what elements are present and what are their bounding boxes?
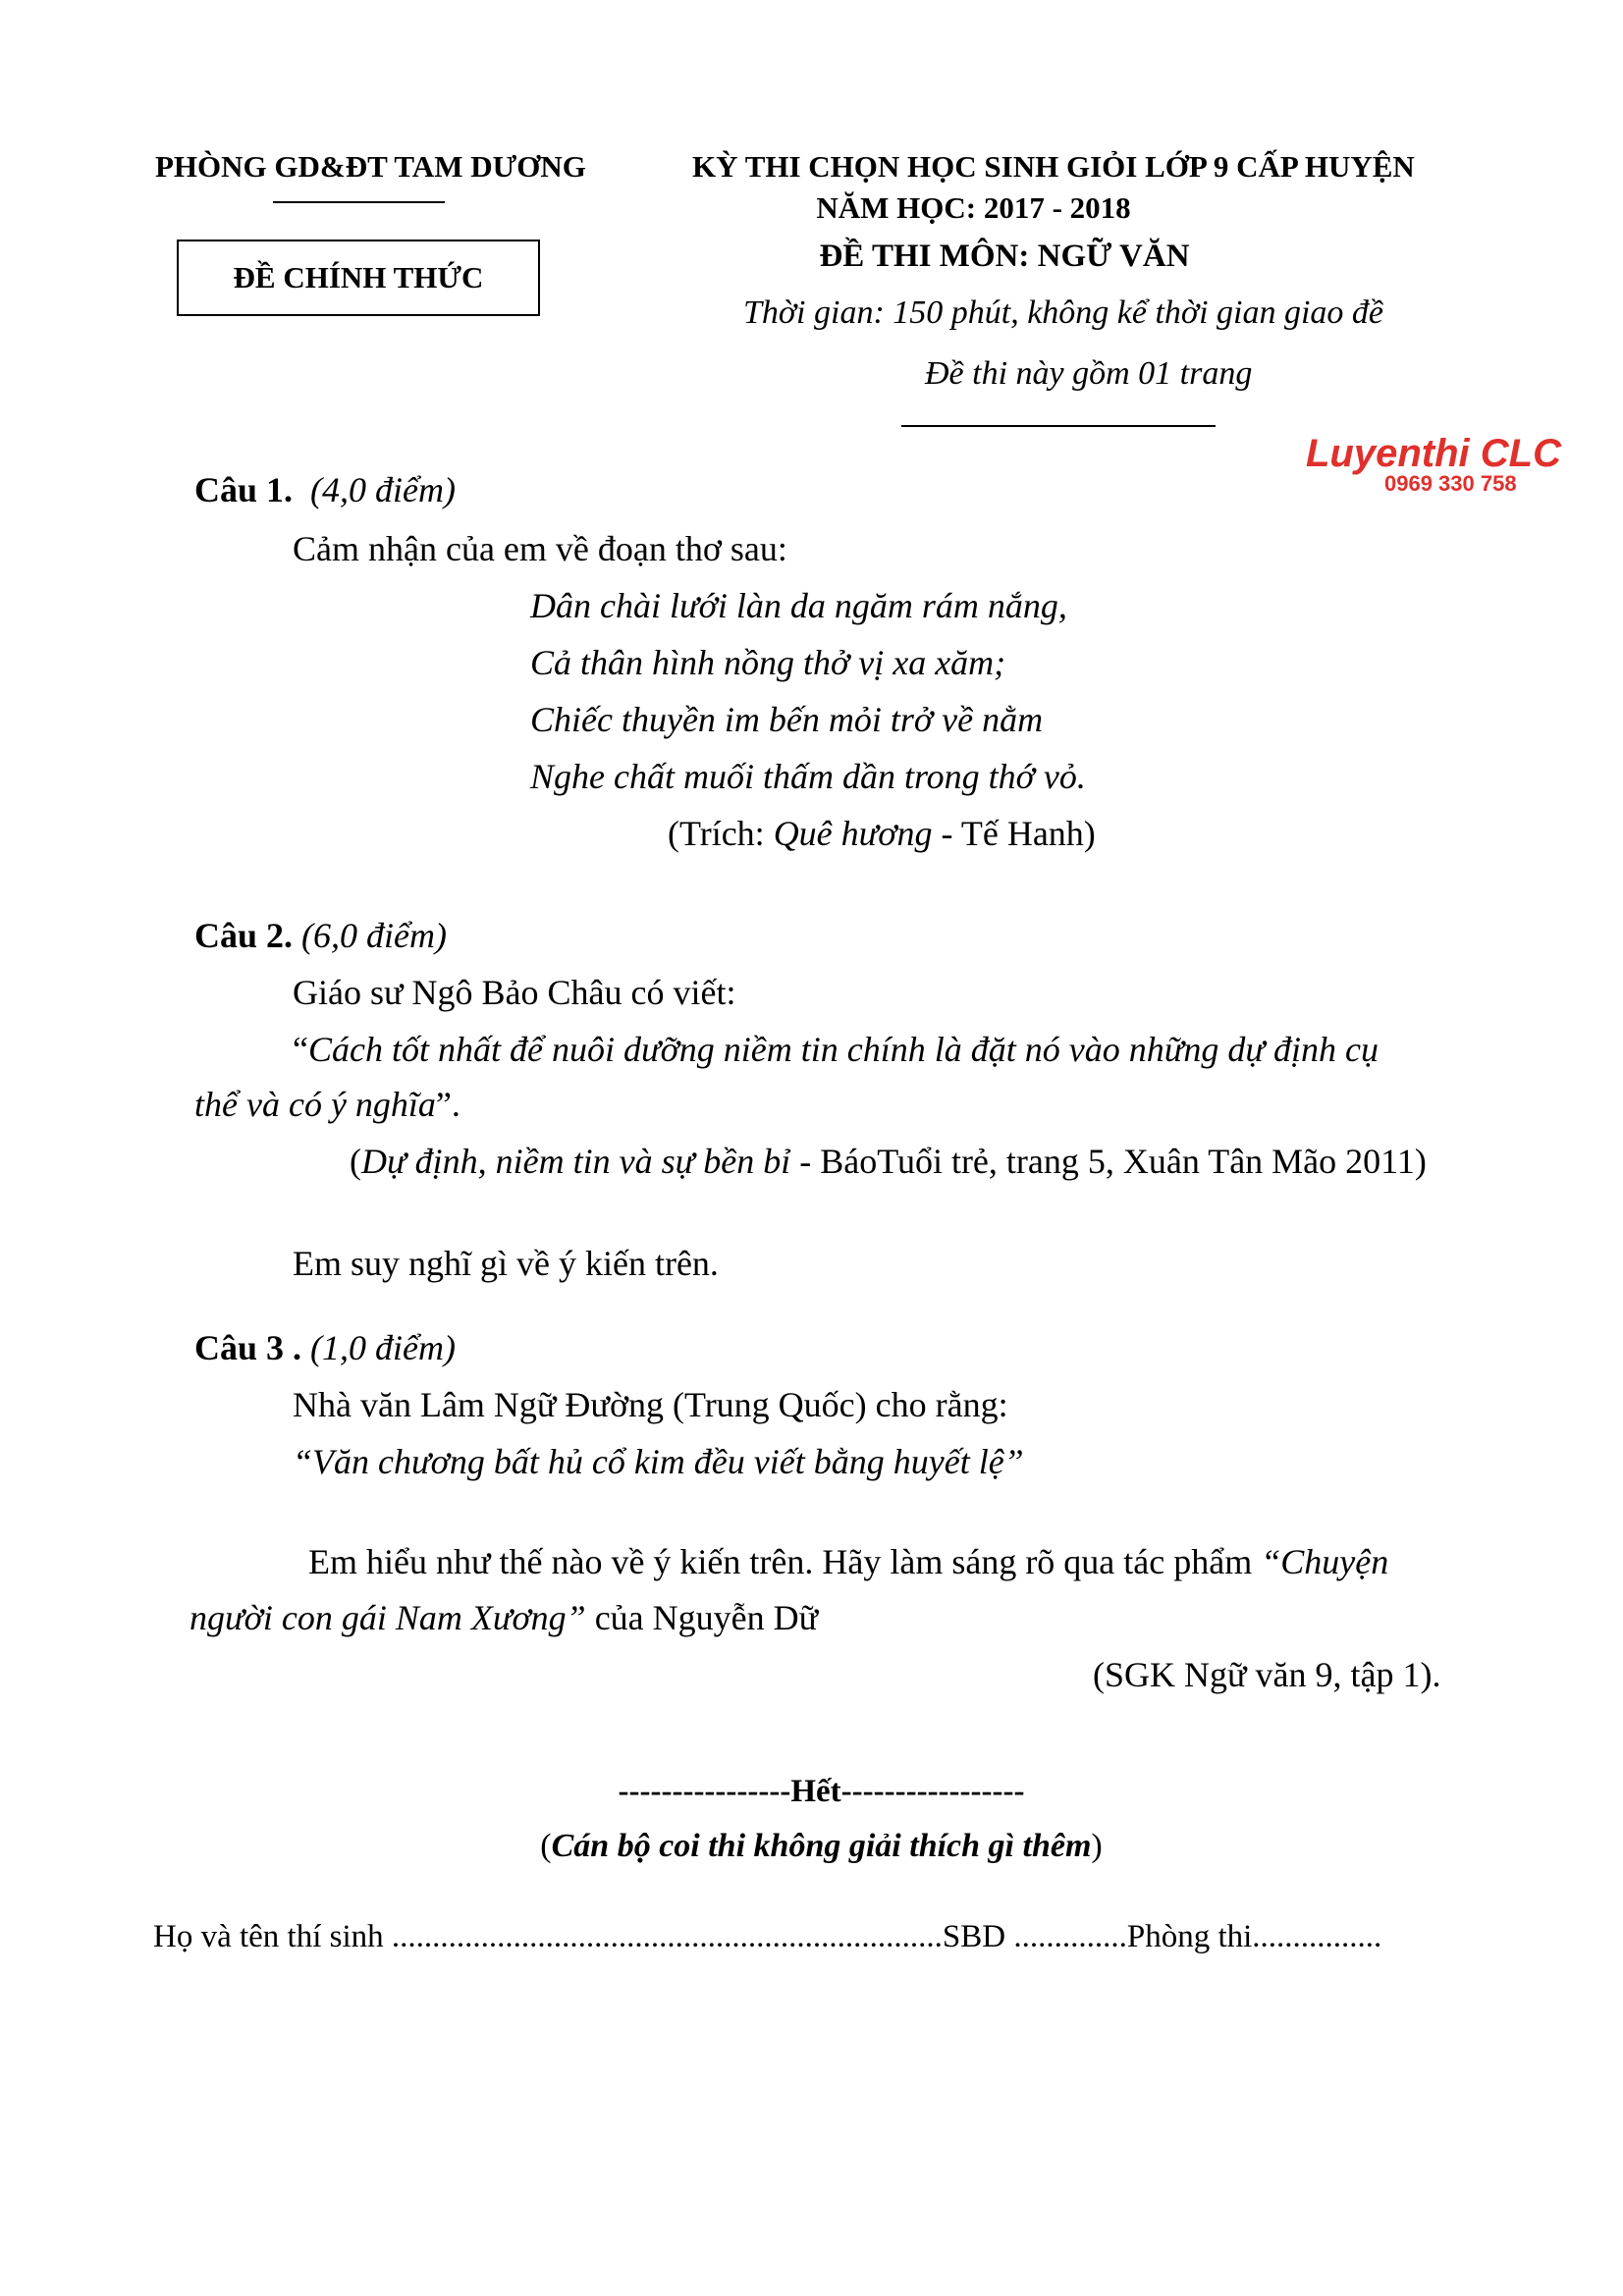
q1-source-title: Quê hương	[773, 814, 933, 853]
q2-heading	[194, 915, 447, 956]
proctor-note	[0, 1828, 1623, 1865]
department-name: PHÒNG GD&ĐT TAM DƯƠNG	[155, 149, 586, 184]
q1-points: (4,0 điểm)	[310, 470, 456, 509]
subject-title: ĐỀ THI MÔN: NGỮ VĂN	[819, 239, 1190, 274]
q2-quote-line1	[293, 1029, 1379, 1070]
q2-intro: Giáo sư Ngô Bảo Châu có viết:	[293, 973, 736, 1012]
q1-source-suffix: - Tế Hanh)	[932, 814, 1096, 853]
official-label: ĐỀ CHÍNH THỨC	[233, 260, 484, 294]
q2-source-open: (	[350, 1142, 361, 1181]
q2-label: Câu 2.	[194, 916, 294, 955]
end-mark: ----------------Hết-----------------	[618, 1774, 1025, 1809]
proctor-note-open: (	[540, 1828, 552, 1864]
q3-work-title-1: “Chuyện	[1261, 1542, 1389, 1581]
q1-source-prefix: (Trích:	[668, 814, 774, 853]
q3-work-title-2: người con gái Nam Xương”	[189, 1598, 586, 1637]
q2-quote-text-2: thể và có ý nghĩa	[194, 1085, 436, 1124]
q1-heading	[194, 469, 456, 510]
q1-poem-line: Chiếc thuyền im bến mỏi trở về nằm	[530, 700, 1044, 739]
q3-points: (1,0 điểm)	[310, 1328, 456, 1367]
watermark-name: Luyenthi CLC	[1306, 432, 1561, 475]
q3-label: Câu 3 .	[194, 1328, 302, 1367]
page-count: Đề thi này gồm 01 trang	[925, 355, 1253, 392]
header-underline	[901, 425, 1216, 427]
q3-heading	[194, 1327, 456, 1368]
q2-source-rest: - BáoTuổi trẻ, trang 5, Xuân Tân Mão 2011)	[790, 1142, 1427, 1181]
exam-duration: Thời gian: 150 phút, không kể thời gian giao đề	[743, 294, 1384, 331]
q2-source-title: Dự định, niềm tin và sự bền bỉ	[361, 1142, 791, 1181]
q1-poem-line: Cả thân hình nồng thở vị xa xăm;	[530, 643, 1006, 682]
q3-task-line1	[308, 1541, 1388, 1582]
q3-task-text-2: của Nguyễn Dữ	[585, 1598, 819, 1637]
q2-quote-open: “	[293, 1030, 308, 1069]
q3-reference: (SGK Ngữ văn 9, tập 1).	[1093, 1655, 1441, 1694]
q2-quote-line2	[194, 1084, 460, 1125]
q3-task-text-1: Em hiểu như thế nào về ý kiến trên. Hãy làm sáng rõ qua tác phẩm	[308, 1542, 1262, 1581]
q1-prompt: Cảm nhận của em về đoạn thơ sau:	[293, 529, 787, 568]
q1-source	[668, 813, 1096, 854]
exam-title: KỲ THI CHỌN HỌC SINH GIỎI LỚP 9 CẤP HUYỆN	[692, 149, 1415, 184]
q1-poem-line: Dân chài lưới làn da ngăm rám nắng,	[530, 586, 1067, 625]
candidate-info-line: Họ và tên thí sinh ....................................................................SBD ..............Phòng thi................	[153, 1919, 1382, 1954]
q2-quote-text-1: Cách tốt nhất để nuôi dưỡng niềm tin chính là đặt nó vào những dự định cụ	[307, 1030, 1380, 1069]
q1-poem-line: Nghe chất muối thấm dần trong thớ vỏ.	[530, 757, 1086, 796]
q3-intro: Nhà văn Lâm Ngữ Đường (Trung Quốc) cho rằng:	[293, 1385, 1008, 1424]
proctor-note-close: )	[1091, 1828, 1103, 1864]
q3-task-line2	[189, 1597, 818, 1638]
q2-source	[350, 1141, 1427, 1182]
proctor-note-text: Cán bộ coi thi không giải thích gì thêm	[551, 1828, 1092, 1864]
q2-quote-close: ”.	[435, 1085, 460, 1124]
q2-points: (6,0 điểm)	[301, 916, 447, 955]
school-year: NĂM HỌC: 2017 - 2018	[816, 190, 1131, 225]
q3-quote: “Văn chương bất hủ cổ kim đều viết bằng huyết lệ”	[293, 1442, 1024, 1481]
q2-task: Em suy nghĩ gì về ý kiến trên.	[293, 1244, 719, 1283]
watermark-phone: 0969 330 758	[1384, 471, 1517, 496]
q1-label: Câu 1.	[194, 470, 294, 509]
